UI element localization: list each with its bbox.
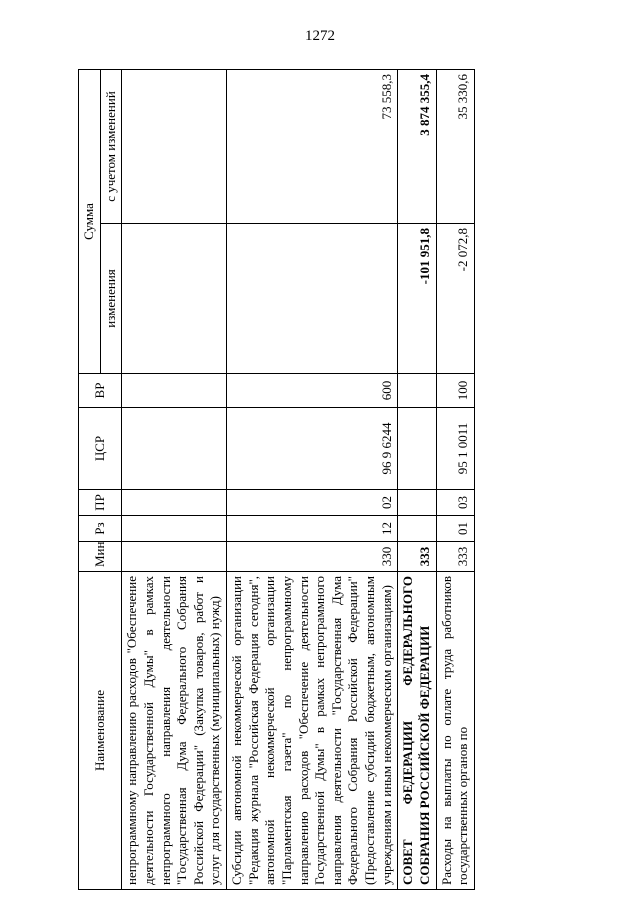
row-pr	[122, 490, 227, 516]
budget-table	[78, 69, 475, 890]
header-min: Мин	[79, 542, 122, 572]
row-csr	[398, 408, 436, 490]
budget-table-sheet	[78, 62, 608, 890]
header-name: Наименование	[79, 572, 122, 890]
row-min: 330	[227, 542, 398, 572]
row-change: -2 072,8	[436, 224, 474, 374]
row-name: непрограммному направлению расходов "Обеспечение деятельности Государственной Думы" в рамках непрограммного направления деятельности "Государственная Дума Федерального Собрания Российской Федерации" (Закупка товаров, работ и услуг для государственных (муниципальных) нужд)	[122, 572, 227, 890]
row-csr	[122, 408, 227, 490]
row-min: 333	[398, 542, 436, 572]
table-row	[227, 70, 398, 890]
header-with-changes: с учетом изменений	[100, 70, 122, 224]
header-rz: Рз	[79, 516, 122, 542]
row-rz: 01	[436, 516, 474, 542]
header-vr: ВР	[79, 374, 122, 408]
row-rz	[398, 516, 436, 542]
row-total: 73 558,3	[227, 70, 398, 224]
row-change: -101 951,8	[398, 224, 436, 374]
row-rz: 12	[227, 516, 398, 542]
row-change	[227, 224, 398, 374]
header-pr: ПР	[79, 490, 122, 516]
row-pr: 02	[227, 490, 398, 516]
row-change	[122, 224, 227, 374]
header-change: изменения	[100, 224, 122, 374]
row-pr: 03	[436, 490, 474, 516]
page-number: 1272	[305, 28, 335, 44]
header-csr: ЦСР	[79, 408, 122, 490]
row-min	[122, 542, 227, 572]
row-name: Субсидии автономной некоммерческой организации "Редакция журнала "Российская Федерация сегодня", автономной некоммерческой организации "Парламентская газета" по непрограммному направлению расходов "Обеспечение деятельности Государственной Думы" в рамках непрограммного направления деятельности "Государственная Дума Федерального Собрания Российской Федерации" (Предоставление субсидий бюджетным, автономным учреждениям и иным некоммерческим организациям)	[227, 572, 398, 890]
row-vr	[398, 374, 436, 408]
row-vr	[122, 374, 227, 408]
row-vr: 100	[436, 374, 474, 408]
row-pr	[398, 490, 436, 516]
row-name: Расходы на выплаты по оплате труда работников государственных органов по	[436, 572, 474, 890]
table-row	[398, 70, 436, 890]
row-total: 35 330,6	[436, 70, 474, 224]
table-row	[436, 70, 474, 890]
row-vr: 600	[227, 374, 398, 408]
row-csr: 96 9 6244	[227, 408, 398, 490]
row-rz	[122, 516, 227, 542]
row-total	[122, 70, 227, 224]
row-csr: 95 1 0011	[436, 408, 474, 490]
table-row	[122, 70, 227, 890]
row-min: 333	[436, 542, 474, 572]
row-name: СОВЕТ ФЕДЕРАЦИИ ФЕДЕРАЛЬНОГО СОБРАНИЯ РОССИЙСКОЙ ФЕДЕРАЦИИ	[398, 572, 436, 890]
row-total: 3 874 355,4	[398, 70, 436, 224]
header-sum: Сумма	[79, 70, 101, 374]
